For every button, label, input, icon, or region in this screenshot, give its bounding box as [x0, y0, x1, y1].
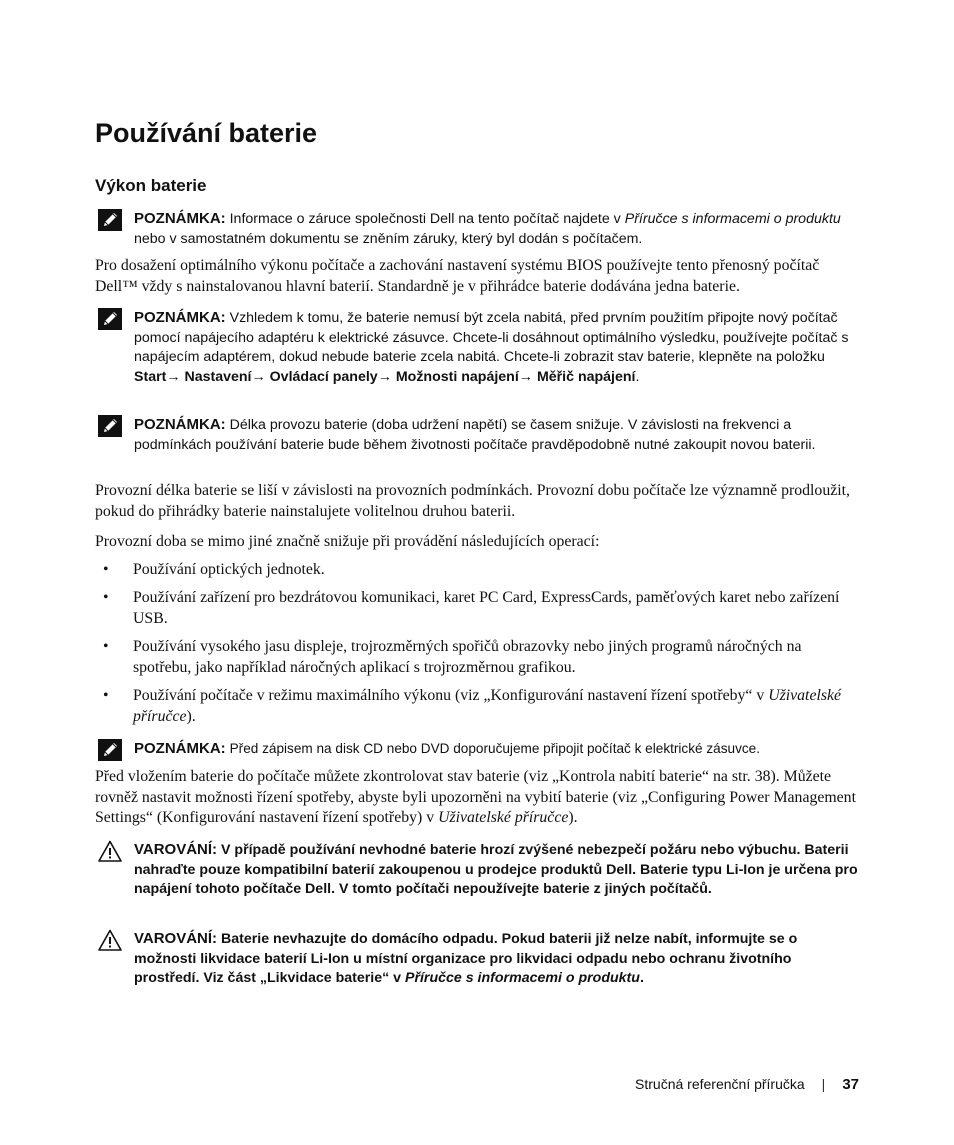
bullet-dot: • [103, 638, 109, 655]
list-item-text: Používání optických jednotek. [133, 561, 325, 578]
section-title: Výkon baterie [95, 176, 207, 195]
paragraph-operating-time: Provozní délka baterie se liší v závislosti na provozních podmínkách. Provozní dobu počítače lze významně prodloužit, pokud do přihrádky baterie nainstalujete volitelnou druhou baterii. [95, 482, 850, 520]
list-item-text: Používání zařízení pro bezdrátovou komunikaci, karet PC Card, ExpressCards, paměťových karet nebo zařízení USB. [133, 589, 840, 627]
note-italic: Příručce s informacemi o produktu [624, 211, 841, 227]
note-text: nebo v samostatném dokumentu se zněním záruky, který byl dodán s počítačem. [134, 230, 643, 247]
page-number: 37 [842, 1076, 859, 1093]
bullet-dot: • [103, 687, 109, 704]
note-first-use [95, 308, 860, 387]
menu-path-start: Start [134, 368, 167, 385]
list-item-text-part: Používání počítače v režimu maximálního výkonu (viz „Konfigurování nastavení řízení spotřeby“ v [133, 687, 769, 704]
page-title: Používání baterie [95, 118, 318, 148]
path-arrow: → [251, 368, 270, 385]
list-item-text: Používání vysokého jasu displeje, trojrozměrných spořičů obrazovky nebo jiných programů náročných na spotřebu, jako například náročných aplikací s trojrozměrnou grafikou. [133, 638, 802, 676]
paragraph-bios: Pro dosažení optimálního výkonu počítače a zachování nastavení systému BIOS používejte tento přenosný počítač Dell™ vždy s nainstalovanou hlavní baterií. Standardně je v přihrádce baterie dodávána jedna baterie. [95, 257, 820, 295]
note-label: POZNÁMKA: [134, 309, 226, 326]
note-text: Vzhledem k tomu, že baterie nemusí být zcela nabitá, před prvním použitím připojte nový počítač pomocí napájecího adaptéru k elektrické zásuvce. Chcete-li dosáhnout optimálního výsledku, používejte počítač s napájecím adaptérem, dokud nebude baterie zcela nabitá. Chcete-li zobrazit stav baterie, klepněte na položku [134, 310, 849, 365]
warning-incompatible-battery [95, 840, 860, 900]
warning-label: VAROVÁNÍ: [134, 930, 218, 947]
note-cd-dvd [95, 739, 860, 760]
warning-triangle-icon [98, 929, 122, 951]
note-label: POZNÁMKA: [134, 740, 226, 757]
footer-separator: | [821, 1076, 826, 1092]
path-arrow: → [518, 368, 537, 385]
note-pencil-icon [98, 209, 122, 231]
page-footer [635, 1076, 859, 1093]
menu-path-power-options: Možnosti napájení [395, 368, 519, 385]
paragraph-operations: Provozní doba se mimo jiné značně snižuje při provádění následujících operací: [95, 533, 600, 550]
list-item [95, 588, 860, 629]
warning-disposal [95, 929, 860, 989]
warning-label: VAROVÁNÍ: [134, 841, 218, 858]
menu-path-control-panel: Ovládací panely [269, 368, 378, 385]
note-pencil-icon [98, 739, 122, 761]
list-item-text [133, 686, 860, 727]
warning-text: Baterie nevhazujte do domácího odpadu. Pokud baterii již nelze nabít, informujte se o možnosti likvidace baterií Li-Ion u místní organizace pro likvidaci odpadu nebo ochranu životního prostředí. Viz část „Likvidace baterie“ v [134, 931, 798, 986]
note-pencil-icon [98, 415, 122, 437]
menu-path-power-meter: Měřič napájení [536, 368, 636, 385]
paragraph-italic: Uživatelské příručce [438, 809, 569, 826]
paragraph-check-battery [95, 767, 860, 829]
warning-text: V případě používání nevhodné baterie hrozí zvýšené nebezpečí požáru nebo výbuchu. Baterii nahraďte pouze kompatibilní baterií zakoupenou u prodejce produktů Dell. Baterie typu Li-Ion je určena pro napájení tohoto počítače Dell. V tomto počítači nepoužívejte baterie z jiných počítačů. [134, 842, 858, 897]
footer-label: Stručná referenční příručka [635, 1076, 805, 1092]
note-pencil-icon [98, 308, 122, 330]
list-item-italic: Uživatelské příručce [133, 687, 842, 725]
note-end: . [635, 368, 640, 385]
note-label: POZNÁMKA: [134, 416, 226, 433]
note-battery-life [95, 415, 860, 455]
bullet-dot: • [103, 589, 109, 606]
note-label: POZNÁMKA: [134, 210, 226, 227]
menu-path-settings: Nastavení [184, 368, 252, 385]
note-text: Délka provozu baterie (doba udržení napětí) se časem snižuje. V závislosti na frekvenci a podmínkách používání baterie bude během životnosti počítače pravděpodobně nutné zakoupit novou baterii. [134, 417, 816, 453]
warning-italic: Příručce s informacemi o produktu [405, 970, 640, 986]
list-item [95, 560, 860, 581]
list-item [95, 637, 860, 678]
path-arrow: → [166, 368, 185, 385]
warning-triangle-icon [98, 840, 122, 862]
note-text: Před zápisem na disk CD nebo DVD doporučujeme připojit počítač k elektrické zásuvce. [229, 741, 761, 756]
paragraph-text: Před vložením baterie do počítače můžete zkontrolovat stav baterie (viz „Kontrola nabití baterie“ na str. 38). Můžete rovněž nastavit možnosti řízení spotřeby, abyste byli upozorněni na vybití baterie (viz „Configuring Power Management Settings“ (Konfigurování nastavení řízení spotřeby) v [95, 768, 856, 826]
list-item [95, 686, 860, 727]
bullet-dot: • [103, 561, 109, 578]
paragraph-text: ). [568, 809, 578, 826]
list-item-text-part: ). [186, 707, 196, 725]
note-warranty [95, 209, 860, 249]
note-text: Informace o záruce společnosti Dell na tento počítač najdete v [229, 211, 625, 227]
warning-text: . [639, 970, 644, 986]
path-arrow: → [377, 368, 396, 385]
